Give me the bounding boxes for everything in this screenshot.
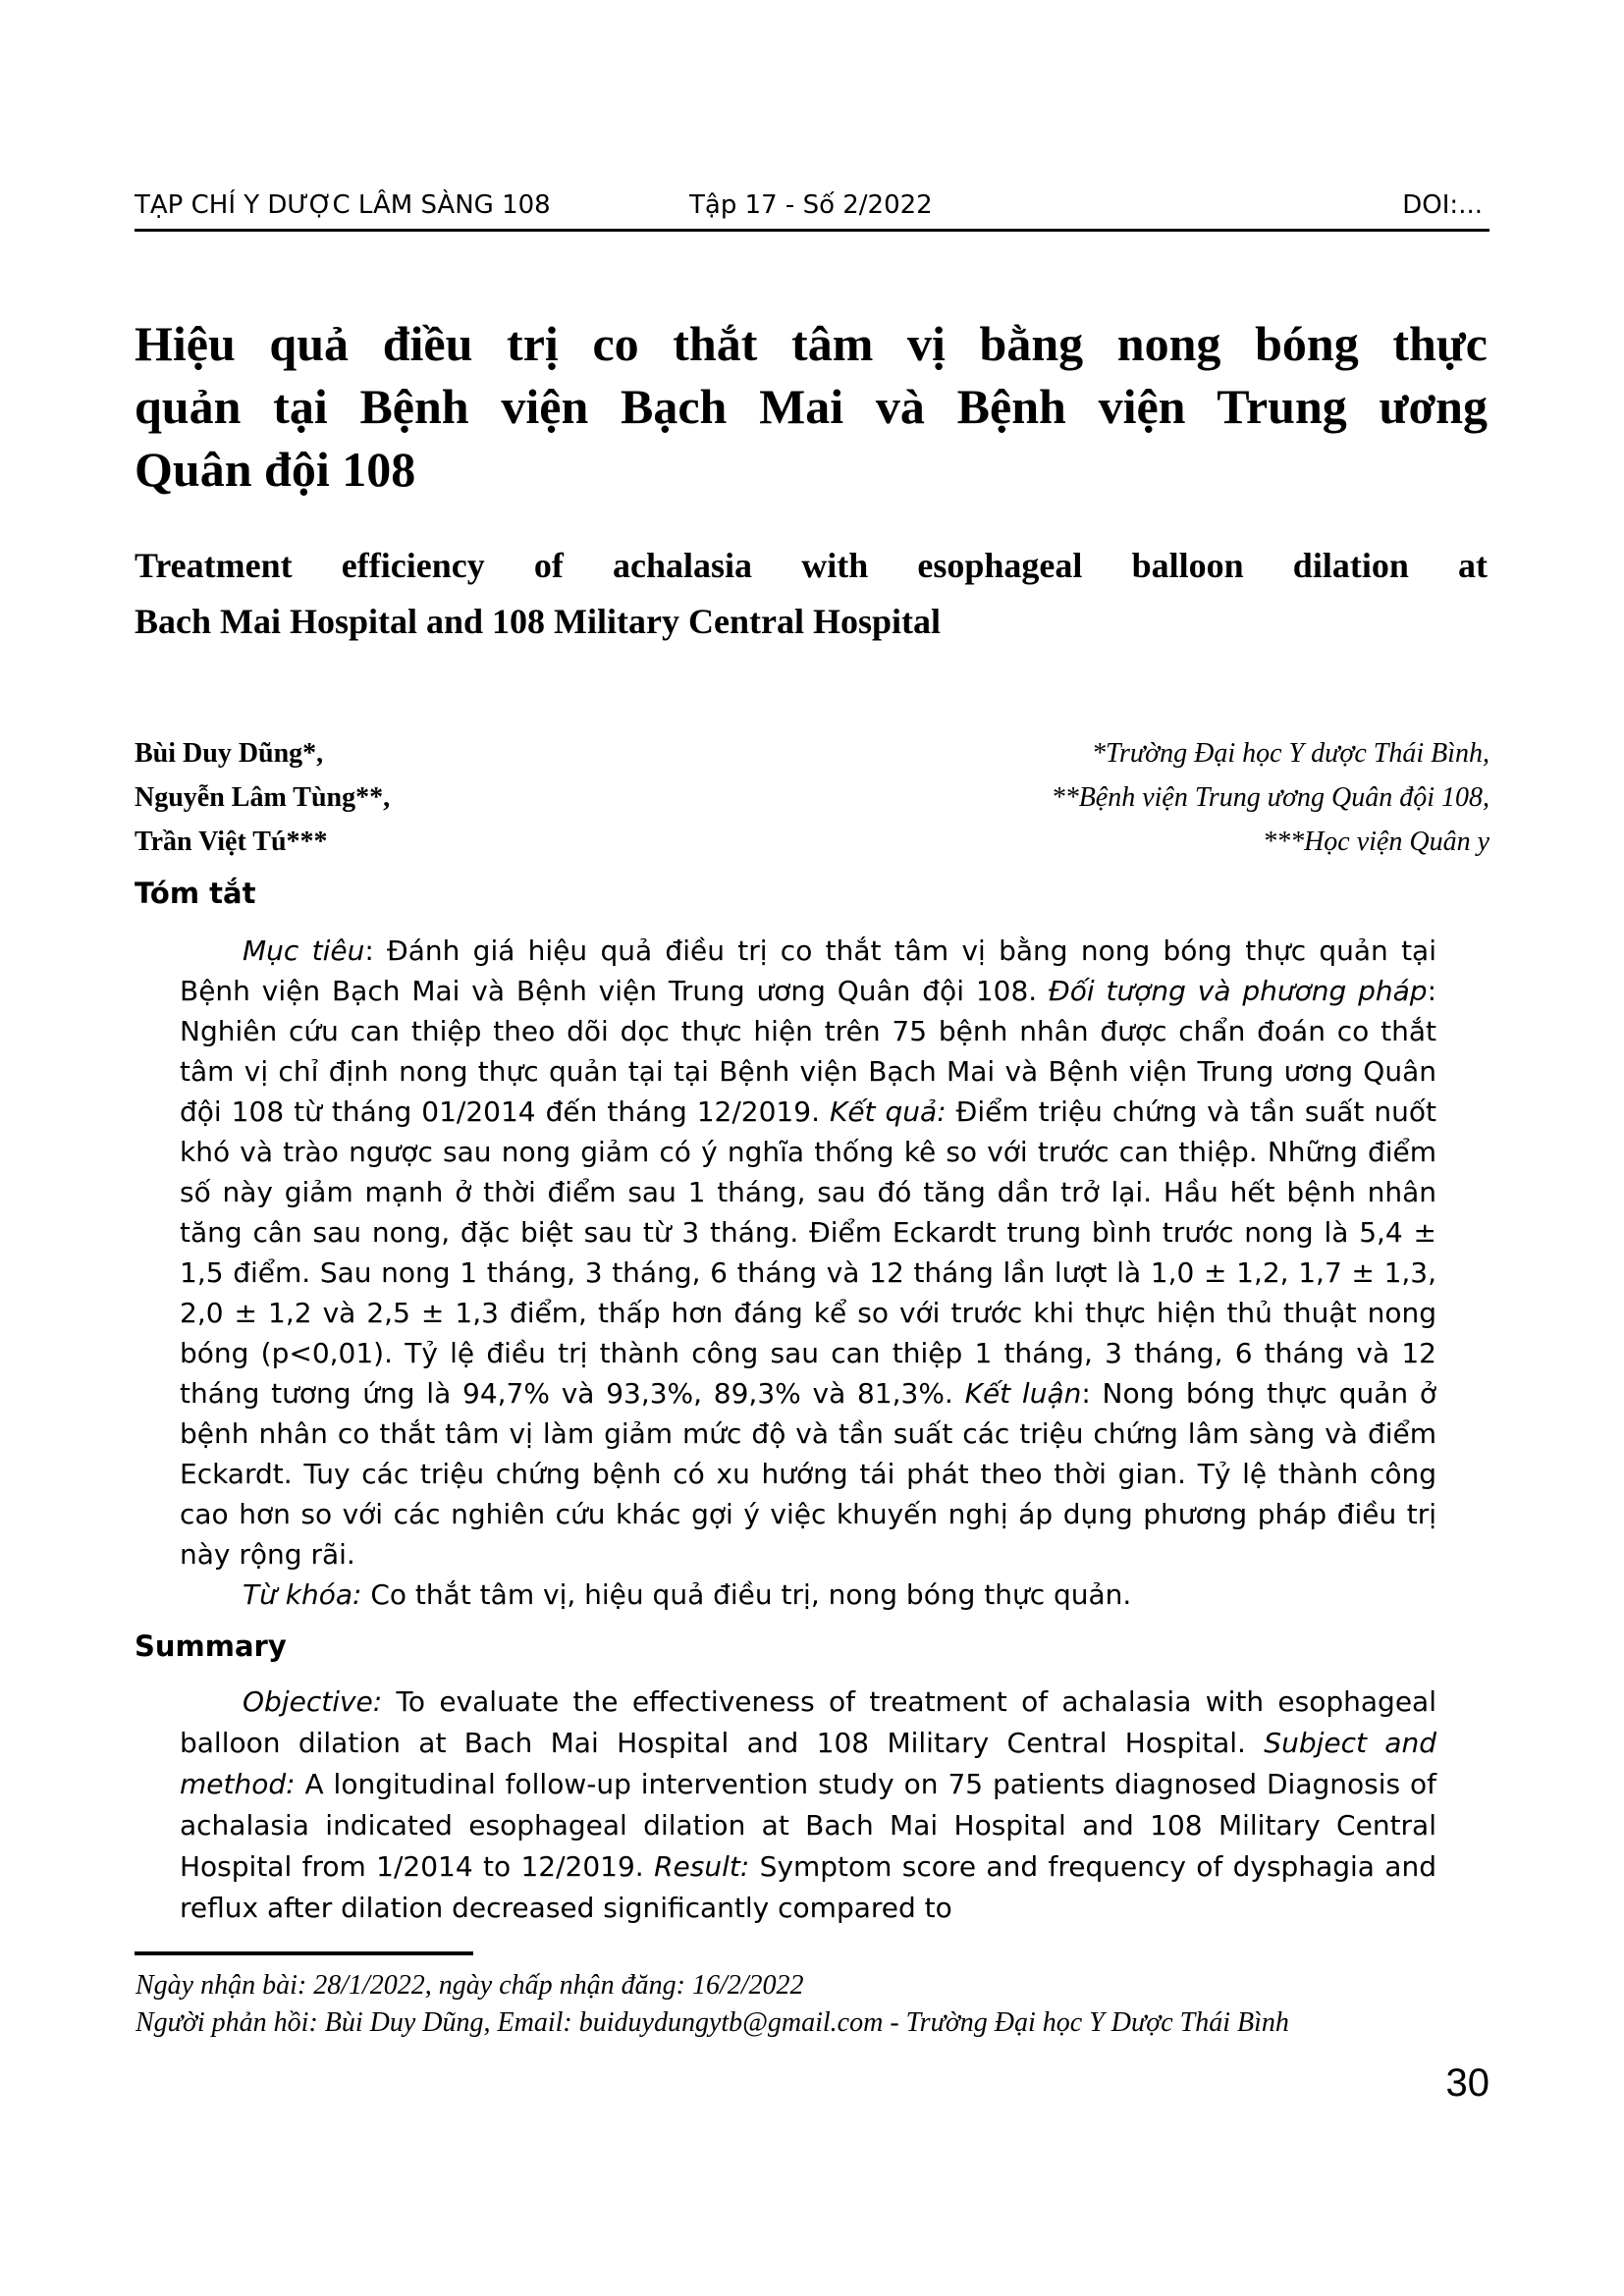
abstract-segment: Mục tiêu — [243, 934, 365, 967]
abstract-segment: : Nghiên cứu can thiệp theo dõi dọc thực hiện trên 75 bệnh nhân được chẩn đoán co thắt tâm vị chỉ định nong thực quản tại tại Bệnh viện Bạch Mai và Bệnh viện Trung ương Quân đội 108 từ tháng 01/2014 đến tháng 12/2019. — [180, 975, 1437, 1128]
summary-section — [180, 1682, 1436, 1929]
correspondence-note: Người phản hồi: Bùi Duy Dũng, Email: buiduydungytb@gmail.com - Trường Đại học Y Dược Thái Bình — [135, 2007, 1289, 2038]
summary-segment: Subject and method: — [180, 1727, 1436, 1800]
abstract-segment: Điểm triệu chứng và tần suất nuốt khó và trào ngược sau nong giảm có ý nghĩa thống kê so với trước can thiệp. Những điểm số này giảm mạnh ở thời điểm sau 1 tháng, sau đó tăng dần trở lại. Hầu hết bệnh nhân tăng cân sau nong, đặc biệt sau từ 3 tháng. Điểm Eckardt trung bình trước nong là 5,4 ± 1,5 điểm. Sau nong 1 tháng, 3 tháng, 6 tháng và 12 tháng lần lượt là 1,0 ± 1,2, 1,7 ± 1,3, 2,0 ± 1,2 và 2,5 ± 1,3 điểm, thấp hơn đáng kể so với trước khi thực hiện thủ thuật nong bóng (p<0,01). Tỷ lệ điều trị thành công sau can thiệp 1 tháng, 3 tháng, 6 tháng và 12 tháng tương ứng là 94,7% và 93,3%, 89,3% và 81,3%. — [180, 1095, 1436, 1410]
abstract-segment: Đối tượng và phương pháp — [1049, 975, 1428, 1007]
article-title-line: Quân đội 108 — [135, 442, 416, 497]
abstract-segment: : Nong bóng thực quản ở bệnh nhân co thắt tâm vị làm giảm mức độ và tần suất các triệu chứng lâm sàng và điểm Eckardt. Tuy các triệu chứng bệnh có xu hướng tái phát theo thời gian. Tỷ lệ thành công cao hơn so với các nghiên cứu khác gợi ý việc khuyến nghị áp dụng phương pháp điều trị này rộng rãi. — [180, 1377, 1437, 1571]
abstract-heading: Tóm tắt — [135, 877, 256, 910]
issue-label: Tập 17 - Số 2/2022 — [689, 190, 933, 220]
keywords-line — [180, 1575, 1436, 1615]
keywords-text: Co thắt tâm vị, hiệu quả điều trị, nong bóng thực quản. — [361, 1578, 1132, 1611]
footnote-divider — [135, 1951, 473, 1955]
keywords-label: Từ khóa: — [243, 1578, 362, 1611]
summary-segment: To evaluate the effectiveness of treatment of achalasia with esophageal balloon dilation at Bach Mai Hospital and 108 Military Central Hospital. — [180, 1685, 1436, 1759]
article-title-line: Hiệu quả điều trị co thắt tâm vị bằng nong bóng thực — [135, 316, 1488, 371]
abstract-segment: Kết luận — [964, 1377, 1082, 1410]
affiliation: *Trường Đại học Y dược Thái Bình, — [1091, 738, 1489, 769]
article-title-vi — [135, 312, 1488, 501]
abstract-segment: : Đánh giá hiệu quả điều trị co thắt tâm vị bằng nong bóng thực quản tại Bệnh viện Bạch Mai và Bệnh viện Trung ương Quân đội 108. — [180, 934, 1436, 1007]
article-title-en — [135, 538, 1488, 650]
affiliation: **Bệnh viện Trung ương Quân đội 108, — [1051, 782, 1489, 813]
summary-paragraph — [180, 1682, 1436, 1929]
summary-segment: A longitudinal follow-up intervention study on 75 patients diagnosed Diagnosis of achalasia indicated esophageal dilation at Bach Mai Hospital and 108 Military Central Hospital from 1/2014 to 12/2019. — [180, 1768, 1436, 1883]
received-dates-note: Ngày nhận bài: 28/1/2022, ngày chấp nhận đăng: 16/2/2022 — [135, 1970, 804, 2001]
footnote — [135, 1967, 1289, 2042]
header-divider — [135, 229, 1489, 232]
abstract-section — [180, 931, 1436, 1615]
abstract-segment: Kết quả: — [829, 1095, 947, 1128]
affiliation-list — [135, 731, 1489, 864]
author-name: Bùi Duy Dũng*, — [135, 738, 324, 769]
journal-name: TẠP CHÍ Y DƯỢC LÂM SÀNG 108 — [135, 190, 551, 220]
summary-heading: Summary — [135, 1629, 287, 1663]
affiliation: ***Học viện Quân y — [1263, 827, 1489, 857]
summary-segment: Symptom score and frequency of dysphagia and reflux after dilation decreased significantly compared to — [180, 1850, 1436, 1924]
author-name: Trần Việt Tú*** — [135, 827, 328, 857]
article-title-en-line: Bach Mai Hospital and 108 Military Central Hospital — [135, 602, 942, 641]
article-title-line: quản tại Bệnh viện Bạch Mai và Bệnh viện Trung ương — [135, 379, 1488, 434]
doi-label: DOI:... — [1402, 190, 1483, 220]
page-number: 30 — [1445, 2061, 1489, 2105]
article-title-en-line: Treatment efficiency of achalasia with esophageal balloon dilation at — [135, 546, 1488, 585]
author-name: Nguyễn Lâm Tùng**, — [135, 782, 391, 813]
abstract-paragraph — [180, 931, 1436, 1575]
summary-segment: Result: — [654, 1850, 750, 1883]
summary-segment: Objective: — [243, 1685, 383, 1718]
